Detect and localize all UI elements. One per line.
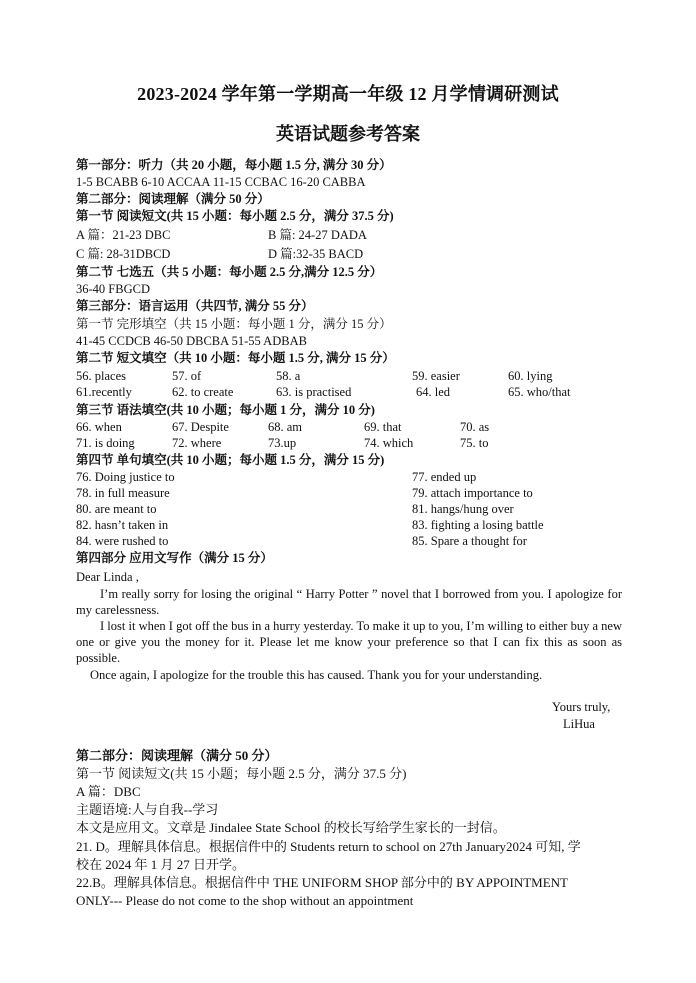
- document-subtitle: 英语试题参考答案: [276, 124, 420, 144]
- answer-77: 77. ended up: [412, 470, 477, 484]
- part2-answer-b: B 篇: 24-27 DADA: [268, 228, 367, 242]
- part3-sec3-heading: 第三节 语法填空(共 10 小题；每小题 1 分，满分 10 分): [76, 403, 375, 417]
- part4-heading: 第四部分 应用文写作（满分 15 分）: [76, 551, 273, 565]
- part1-answers: 1-5 BCABB 6-10 ACCAA 11-15 CCBAC 16-20 CABBA: [76, 175, 366, 189]
- answer-56: 56. places: [76, 369, 126, 383]
- document-title: 2023-2024 学年第一学期高一年级 12 月学情调研测试: [137, 84, 559, 104]
- letter-paragraph-2: I lost it when I got off the bus in a hurry yesterday. To make it up to you, I’m willing to either buy a new one or give you the money for it. Please let me know your preference so that I can fix this as soon as possible.: [76, 619, 622, 665]
- answer-83: 83. fighting a losing battle: [412, 518, 544, 532]
- part3-sec1-answers: 41-45 CCDCB 46-50 DBCBA 51-55 ADBAB: [76, 334, 307, 348]
- explain-sec1: 第一节 阅读短文(共 15 小题；每小题 2.5 分，满分 37.5 分): [76, 766, 407, 781]
- answer-85: 85. Spare a thought for: [412, 534, 527, 548]
- answer-81: 81. hangs/hung over: [412, 502, 514, 516]
- answer-62: 62. to create: [172, 385, 234, 399]
- answer-68: 68. am: [268, 420, 303, 434]
- answer-78: 78. in full measure: [76, 486, 170, 500]
- part2-sec2-heading: 第二节 七选五（共 5 小题：每小题 2.5 分,满分 12.5 分）: [76, 265, 383, 279]
- letter-paragraph-1: I’m really sorry for losing the original “ Harry Potter ” novel that I borrowed from you. I apologize for my carelessness.: [76, 587, 622, 617]
- answer-61: 61.recently: [76, 385, 132, 399]
- answer-73: 73.up: [268, 436, 297, 450]
- answer-79: 79. attach importance to: [412, 486, 533, 500]
- part3-sec2-heading: 第二节 短文填空（共 10 小题：每小题 1.5 分, 满分 15 分）: [76, 351, 395, 365]
- answer-65: 65. who/that: [508, 385, 571, 399]
- answer-75: 75. to: [460, 436, 489, 450]
- part3-sec4-heading: 第四节 单句填空(共 10 小题；每小题 1.5 分，满分 15 分): [76, 453, 385, 467]
- part2-sec2-answers: 36-40 FBGCD: [76, 282, 150, 296]
- part2-sec1-heading: 第一节 阅读短文(共 15 小题：每小题 2.5 分，满分 37.5 分): [76, 209, 394, 223]
- part3-sec1-heading: 第一节 完形填空（共 15 小题：每小题 1 分，满分 15 分）: [76, 317, 392, 331]
- answer-82: 82. hasn’t taken in: [76, 518, 169, 532]
- part1-heading: 第一部分：听力（共 20 小题，每小题 1.5 分, 满分 30 分）: [76, 158, 392, 172]
- explain-heading: 第二部分：阅读理解（满分 50 分）: [76, 748, 278, 763]
- answer-60: 60. lying: [508, 369, 553, 383]
- answer-76: 76. Doing justice to: [76, 470, 175, 484]
- answer-72: 72. where: [172, 436, 222, 450]
- explain-description: 本文是应用文。文章是 Jindalee State School 的校长写给学生家长的一封信。: [76, 820, 506, 835]
- answer-70: 70. as: [460, 420, 490, 434]
- explain-q21-line2: 校在 2024 年 1 月 27 日开学。: [76, 857, 246, 872]
- letter-paragraph-3: Once again, I apologize for the trouble this has caused. Thank you for your understanding.: [90, 668, 543, 682]
- letter-closing: Yours truly,: [552, 700, 611, 714]
- answer-69: 69. that: [364, 420, 402, 434]
- answer-64: 64. led: [416, 385, 451, 399]
- explain-q21-line1: 21. D。理解具体信息。根据信件中的 Students return to school on 27th January2024 可知, 学: [76, 839, 581, 854]
- letter-salutation: Dear Linda ,: [76, 570, 139, 584]
- explain-q22-line1: 22.B。理解具体信息。根据信件中 THE UNIFORM SHOP 部分中的 BY APPOINTMENT: [76, 875, 568, 890]
- part2-heading: 第二部分：阅读理解（满分 50 分）: [76, 192, 270, 206]
- explain-theme: 主题语境:人与自我--学习: [76, 802, 219, 817]
- answer-80: 80. are meant to: [76, 502, 157, 516]
- explain-q22-line2: ONLY--- Please do not come to the shop without an appointment: [76, 893, 414, 908]
- part2-answer-a: A 篇：21-23 DBC: [76, 228, 171, 242]
- answer-67: 67. Despite: [172, 420, 229, 434]
- answer-74: 74. which: [364, 436, 414, 450]
- explain-passage-a: A 篇：DBC: [76, 784, 141, 799]
- answer-71: 71. is doing: [76, 436, 135, 450]
- answer-66: 66. when: [76, 420, 122, 434]
- answer-63: 63. is practised: [276, 385, 352, 399]
- answer-57: 57. of: [172, 369, 202, 383]
- part2-answer-c: C 篇: 28-31DBCD: [76, 247, 171, 261]
- letter-signature: LiHua: [563, 717, 595, 731]
- answer-84: 84. were rushed to: [76, 534, 169, 548]
- part3-heading: 第三部分：语言运用（共四节, 满分 55 分）: [76, 299, 314, 313]
- answer-58: 58. a: [276, 369, 301, 383]
- answer-59: 59. easier: [412, 369, 460, 383]
- part2-answer-d: D 篇:32-35 BACD: [268, 247, 364, 261]
